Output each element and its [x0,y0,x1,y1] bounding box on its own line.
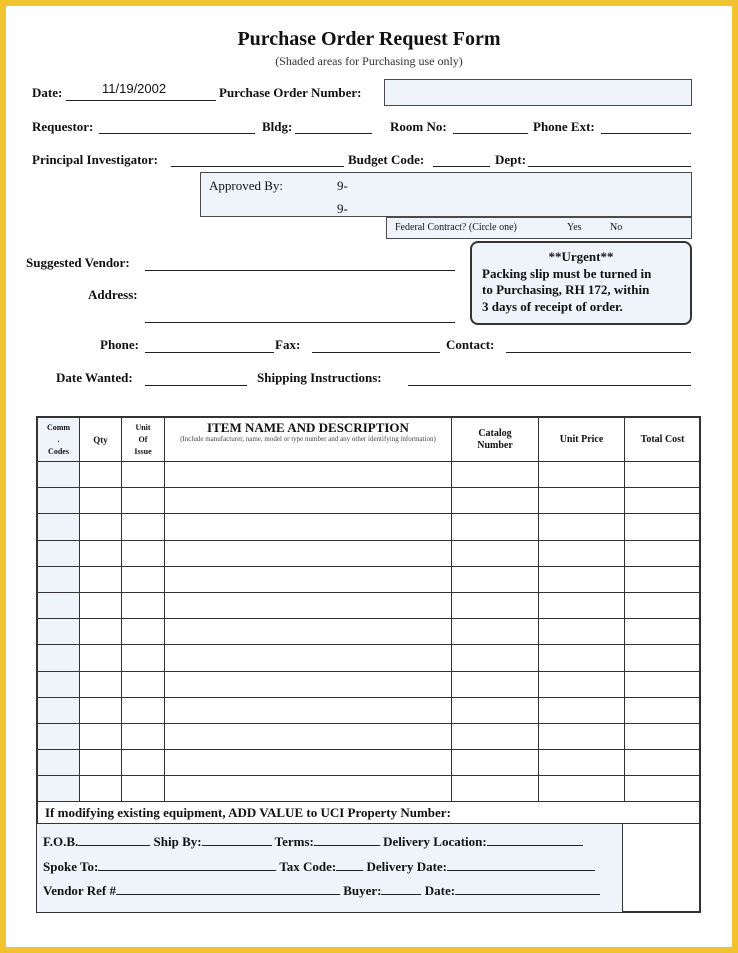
ship-by-label: Ship By: [153,834,202,849]
table-row [38,488,701,514]
budget-code-field[interactable] [433,166,490,167]
total-cost-cell[interactable] [625,488,701,514]
catalog-cell[interactable] [452,697,539,723]
total-cost-cell[interactable] [625,671,701,697]
total-cost-cell[interactable] [625,514,701,540]
qty-cell[interactable] [80,514,122,540]
date-wanted-field[interactable] [145,385,247,386]
unit-price-cell[interactable] [539,488,625,514]
spoke-to-field[interactable] [98,859,276,871]
shipping-field[interactable] [408,385,691,386]
catalog-cell[interactable] [452,488,539,514]
contact-field[interactable] [506,352,691,353]
urgent-line-2: to Purchasing, RH 172, within [482,282,650,297]
terms-label: Terms: [274,834,314,849]
vendor-ref-row [43,883,600,899]
phone-ext-label: Phone Ext: [533,119,595,134]
approved-line-2: 9- [337,201,348,216]
qty-cell[interactable] [80,540,122,566]
modify-equipment-row: If modifying existing equipment, ADD VALUE to UCI Property Number: [37,801,700,824]
description-cell[interactable] [165,592,452,618]
catalog-cell[interactable] [452,592,539,618]
comm-code-cell[interactable] [38,723,80,749]
col-comm-codes [38,418,80,462]
col-catalog-number [452,418,539,462]
items-header-row [38,418,701,462]
unit-price-cell[interactable] [539,462,625,488]
col-item-note: (Include manufacturer, name, model or type number and any other identifying information) [180,435,436,443]
pi-field[interactable] [171,166,344,167]
total-cost-cell[interactable] [625,619,701,645]
delivery-location-label: Delivery Location: [383,834,487,849]
comm-code-cell[interactable] [38,645,80,671]
table-row [38,697,701,723]
unit-price-cell[interactable] [539,671,625,697]
items-table [37,417,701,802]
bottom-date-label: Date: [424,883,456,898]
bldg-label: Bldg: [262,119,293,134]
col-comm-line-3: Codes [48,446,69,456]
comm-code-cell[interactable] [38,671,80,697]
col-unit-line-3: Issue [134,446,152,456]
qty-cell[interactable] [80,566,122,592]
qty-cell[interactable] [80,645,122,671]
pi-label: Principal Investigator: [32,152,159,167]
fax-field[interactable] [312,352,440,353]
description-cell[interactable] [165,566,452,592]
room-label: Room No: [390,119,447,134]
description-cell[interactable] [165,723,452,749]
form-subtitle: (Shaded areas for Purchasing use only) [275,54,463,68]
col-catalog-line-1: Catalog [478,427,512,439]
description-cell[interactable] [165,619,452,645]
total-cost-cell[interactable] [625,592,701,618]
table-row [38,723,701,749]
description-cell[interactable] [165,750,452,776]
shipping-label: Shipping Instructions: [257,370,382,385]
tax-code-label: Tax Code: [279,859,337,874]
delivery-date-field[interactable] [447,859,595,871]
unit-price-cell[interactable] [539,592,625,618]
comm-code-cell[interactable] [38,514,80,540]
unit-cell[interactable] [122,671,165,697]
qty-cell[interactable] [80,488,122,514]
fob-field[interactable] [78,834,150,846]
date-line [66,100,216,101]
table-row [38,540,701,566]
federal-contract-label: Federal Contract? (Circle one) [395,222,517,233]
unit-price-cell[interactable] [539,619,625,645]
buyer-label: Buyer: [343,883,382,898]
form-title: Purchase Order Request Form [237,28,501,50]
vendor-ref-label: Vendor Ref # [43,883,116,898]
total-cost-cell[interactable] [625,645,701,671]
approved-line-1: 9- [337,178,348,193]
description-cell[interactable] [165,462,452,488]
unit-price-cell[interactable] [539,566,625,592]
col-unit-line-2: Of [138,434,148,444]
qty-cell[interactable] [80,462,122,488]
description-cell[interactable] [165,514,452,540]
catalog-cell[interactable] [452,750,539,776]
unit-cell[interactable] [122,697,165,723]
catalog-cell[interactable] [452,462,539,488]
comm-code-cell[interactable] [38,619,80,645]
date-field[interactable]: 11/19/2002 [102,81,167,96]
total-cost-cell[interactable] [625,723,701,749]
unit-price-cell[interactable] [539,645,625,671]
qty-cell[interactable] [80,592,122,618]
description-cell[interactable] [165,697,452,723]
col-comm-line-2: . [57,434,60,444]
table-row [38,592,701,618]
federal-yes-option[interactable]: Yes [567,222,582,233]
catalog-cell[interactable] [452,540,539,566]
description-cell[interactable] [165,776,452,802]
table-row [38,671,701,697]
address-field[interactable] [145,322,455,323]
unit-cell[interactable] [122,514,165,540]
catalog-cell[interactable] [452,671,539,697]
col-comm-line-1: Comm [46,422,71,432]
comm-code-cell[interactable] [38,697,80,723]
comm-code-cell[interactable] [38,462,80,488]
catalog-cell[interactable] [452,645,539,671]
phone-ext-field[interactable] [601,133,691,134]
qty-cell[interactable] [80,723,122,749]
total-cost-cell[interactable] [625,697,701,723]
buyer-field[interactable] [381,883,421,895]
description-cell[interactable] [165,645,452,671]
comm-code-cell[interactable] [38,776,80,802]
table-row [38,645,701,671]
qty-cell[interactable] [80,697,122,723]
col-unit-line-1: Unit [135,422,151,432]
date-wanted-label: Date Wanted: [56,370,133,385]
unit-price-cell[interactable] [539,697,625,723]
dept-field[interactable] [528,166,691,167]
unit-cell[interactable] [122,723,165,749]
col-total-cost: Total Cost [625,418,701,462]
tax-code-field[interactable] [336,859,363,871]
unit-cell[interactable] [122,540,165,566]
urgent-line-1: Packing slip must be turned in [482,265,652,281]
po-number-label: Purchase Order Number: [219,85,362,100]
catalog-cell[interactable] [452,514,539,540]
total-cost-cell[interactable] [625,566,701,592]
unit-cell[interactable] [122,645,165,671]
catalog-cell[interactable] [452,619,539,645]
unit-cell[interactable] [122,619,165,645]
unit-price-cell[interactable] [539,750,625,776]
description-cell[interactable] [165,540,452,566]
col-qty: Qty [80,418,122,462]
comm-code-cell[interactable] [38,540,80,566]
table-row [38,514,701,540]
vendor-label: Suggested Vendor: [26,255,130,270]
unit-cell[interactable] [122,776,165,802]
catalog-cell[interactable] [452,776,539,802]
unit-cell[interactable] [122,462,165,488]
phone-label: Phone: [100,337,139,352]
table-row [38,566,701,592]
unit-cell[interactable] [122,750,165,776]
unit-price-cell[interactable] [539,540,625,566]
fob-label: F.O.B. [43,834,79,849]
room-field[interactable] [453,133,528,134]
dept-label: Dept: [495,152,527,167]
qty-cell[interactable] [80,671,122,697]
table-row [38,750,701,776]
description-cell[interactable] [165,671,452,697]
qty-cell[interactable] [80,776,122,802]
table-row [38,776,701,802]
catalog-cell[interactable] [452,723,539,749]
comm-code-cell[interactable] [38,566,80,592]
description-cell[interactable] [165,488,452,514]
col-item-description [165,418,452,462]
federal-no-option[interactable]: No [610,222,623,233]
spoke-to-row [43,859,595,875]
table-row [38,619,701,645]
item-rows [38,462,701,802]
vendor-ref-field[interactable] [116,883,340,895]
qty-cell[interactable] [80,750,122,776]
fob-row [43,834,583,850]
delivery-location-field[interactable] [487,834,583,846]
urgent-notice [470,241,692,325]
terms-field[interactable] [314,834,380,846]
comm-code-cell[interactable] [38,592,80,618]
urgent-line-3: 3 days of receipt of order. [482,298,623,314]
qty-cell[interactable] [80,619,122,645]
col-item-title: ITEM NAME AND DESCRIPTION [207,420,409,435]
bottom-date-field[interactable] [455,883,600,895]
comm-code-cell[interactable] [38,750,80,776]
total-cost-cell[interactable] [625,750,701,776]
spoke-to-label: Spoke To: [43,859,99,874]
unit-cell[interactable] [122,566,165,592]
form-page [6,6,732,947]
total-cost-cell[interactable] [625,540,701,566]
delivery-date-label: Delivery Date: [366,859,448,874]
approved-by-label: Approved By: [209,178,284,193]
po-number-field[interactable] [384,79,692,106]
budget-code-label: Budget Code: [348,152,425,167]
table-row [38,462,701,488]
unit-price-cell[interactable] [539,514,625,540]
fax-label: Fax: [275,337,301,352]
date-label: Date: [32,85,63,100]
col-unit-price: Unit Price [539,418,625,462]
catalog-cell[interactable] [452,566,539,592]
total-cost-cell[interactable] [625,462,701,488]
total-cost-cell[interactable] [625,776,701,802]
phone-field[interactable] [145,352,274,353]
col-catalog-line-2: Number [477,439,513,451]
requestor-field[interactable] [99,133,255,134]
unit-cell[interactable] [122,592,165,618]
urgent-title: **Urgent** [548,249,614,264]
unit-cell[interactable] [122,488,165,514]
address-label: Address: [88,287,138,302]
bldg-field[interactable] [295,133,372,134]
col-unit-of-issue [122,418,165,462]
contact-label: Contact: [446,337,495,352]
requestor-label: Requestor: [32,119,94,134]
comm-code-cell[interactable] [38,488,80,514]
unit-price-cell[interactable] [539,776,625,802]
ship-by-field[interactable] [202,834,272,846]
vendor-field[interactable] [145,270,455,271]
unit-price-cell[interactable] [539,723,625,749]
